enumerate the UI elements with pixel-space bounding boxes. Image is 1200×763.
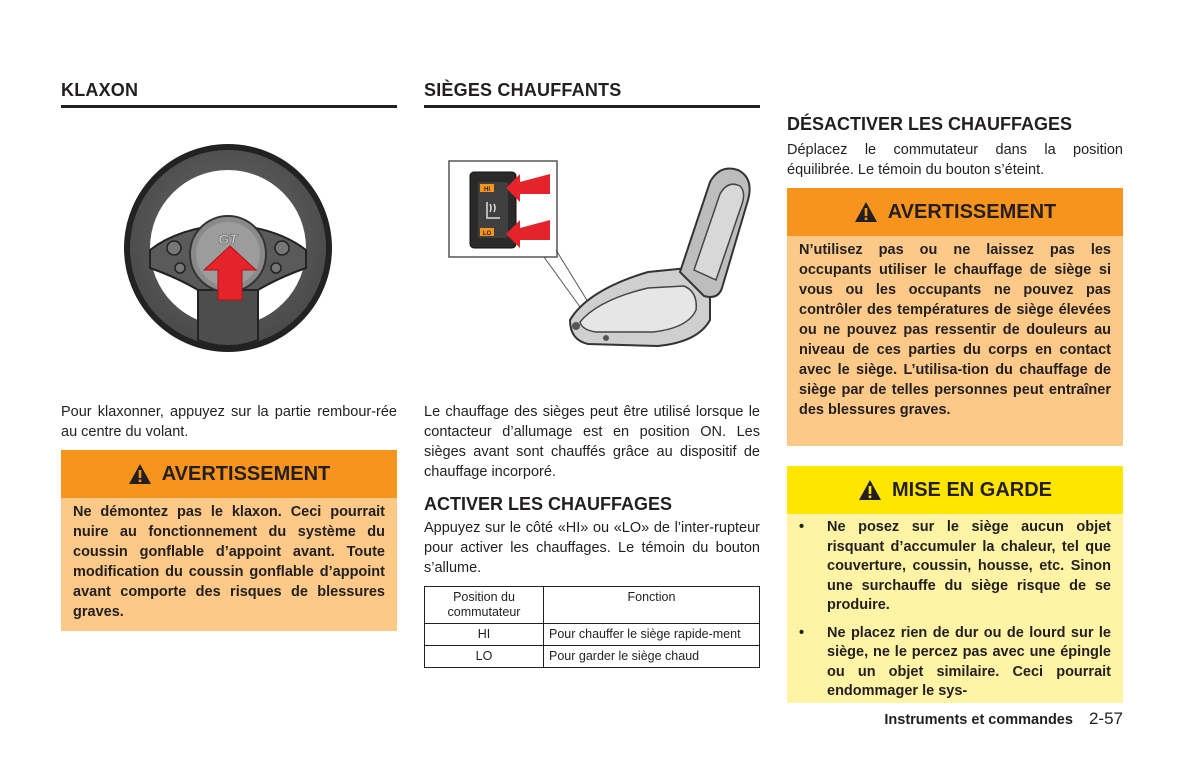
page-footer (884, 709, 1123, 729)
function-table (424, 586, 760, 668)
list-item-text: Ne placez rien de dur ou de lourd sur le siège, ne le percez pas avec une épingle ou un objet similaire. Ceci pourrait endommager le sys- (827, 624, 1111, 699)
heading-rule (61, 105, 397, 108)
warning-text: N’utilisez pas ou ne laissez pas les occupants utiliser le chauffage de siège si vous ou les occupants ne pouvez pas contrôler des températures de siège élevées ou ne pouvez pas ressentir de douleurs au niveau de ces parties du corps en contact avec le siège. L’utilisa-tion du chauffage de siège par de telles personnes peut entraîner des blessures graves. (799, 242, 1111, 418)
table-cell: LO (425, 646, 544, 668)
caution-icon (858, 479, 882, 501)
table-row (425, 646, 760, 668)
warning-icon (128, 463, 152, 485)
warning-icon (854, 201, 878, 223)
warning-body (787, 236, 1123, 446)
list-item (787, 624, 1111, 702)
warning-header (787, 188, 1123, 236)
bullet: • (799, 519, 805, 535)
warning-title: AVERTISSEMENT (161, 462, 331, 485)
table-row (425, 624, 760, 646)
bullet: • (799, 624, 805, 641)
page-number: 2-57 (1088, 709, 1123, 728)
table-cell: Pour chauffer le siège rapide-ment (544, 624, 760, 646)
table-cell: HI (425, 624, 544, 646)
caution-body (787, 514, 1123, 703)
hi-label: HI (484, 187, 490, 193)
heading-desactiver: DÉSACTIVER LES CHAUFFAGES (787, 114, 1073, 134)
table-header-cell: Fonction (544, 587, 760, 624)
table-cell: Pour garder le siège chaud (544, 646, 760, 668)
seat-heating-paragraph: Le chauffage des sièges peut être utilisé lorsque le contacteur d’allumage est en position ON. Les sièges avant sont chauffés grâce au dispositif de chauffage incorporé. (424, 404, 760, 480)
list-item-text: Ne posez sur le siège aucun objet risquant d’accumuler la chaleur, tel que couverture, coussin, housse, etc. Sinon une surchauffe du siège risque de se produire. (827, 519, 1111, 613)
warning-body (61, 498, 397, 631)
warning-text: Ne démontez pas le klaxon. Ceci pourrait nuire au fonctionnement du système du coussin gonflable d’appoint avant. Toute modification du coussin gonflable d’appoint avant comporte des risques de blessures graves. (73, 504, 385, 620)
heated-seat-figure (448, 160, 760, 360)
heading-rule (424, 105, 760, 108)
warning-header (61, 450, 397, 498)
gtr-logo: GT (218, 231, 238, 247)
table-header-cell: Position du commutateur (425, 587, 544, 624)
lo-label: LO (482, 231, 492, 237)
heading-sieges-chauffants: SIÈGES CHAUFFANTS (424, 80, 622, 100)
table-header-row (425, 587, 760, 624)
activer-paragraph: Appuyez sur le côté «HI» ou «LO» de l’inter-rupteur pour activer les chauffages. Le témoin du bouton s’allume. (424, 520, 760, 576)
klaxon-paragraph: Pour klaxonner, appuyez sur la partie rembour-rée au centre du volant. (61, 404, 397, 440)
steering-wheel-figure (118, 140, 338, 362)
list-item (787, 518, 1111, 616)
caution-list (787, 518, 1111, 702)
caution-header (787, 466, 1123, 514)
caution-title: MISE EN GARDE (891, 478, 1053, 501)
footer-section: Instruments et commandes (884, 712, 1073, 728)
heading-klaxon: KLAXON (61, 80, 139, 100)
warning-title: AVERTISSEMENT (887, 200, 1057, 223)
subheading-activer: ACTIVER LES CHAUFFAGES (424, 494, 673, 514)
desactiver-paragraph: Déplacez le commutateur dans la position équilibrée. Le témoin du bouton s’éteint. (787, 142, 1123, 178)
